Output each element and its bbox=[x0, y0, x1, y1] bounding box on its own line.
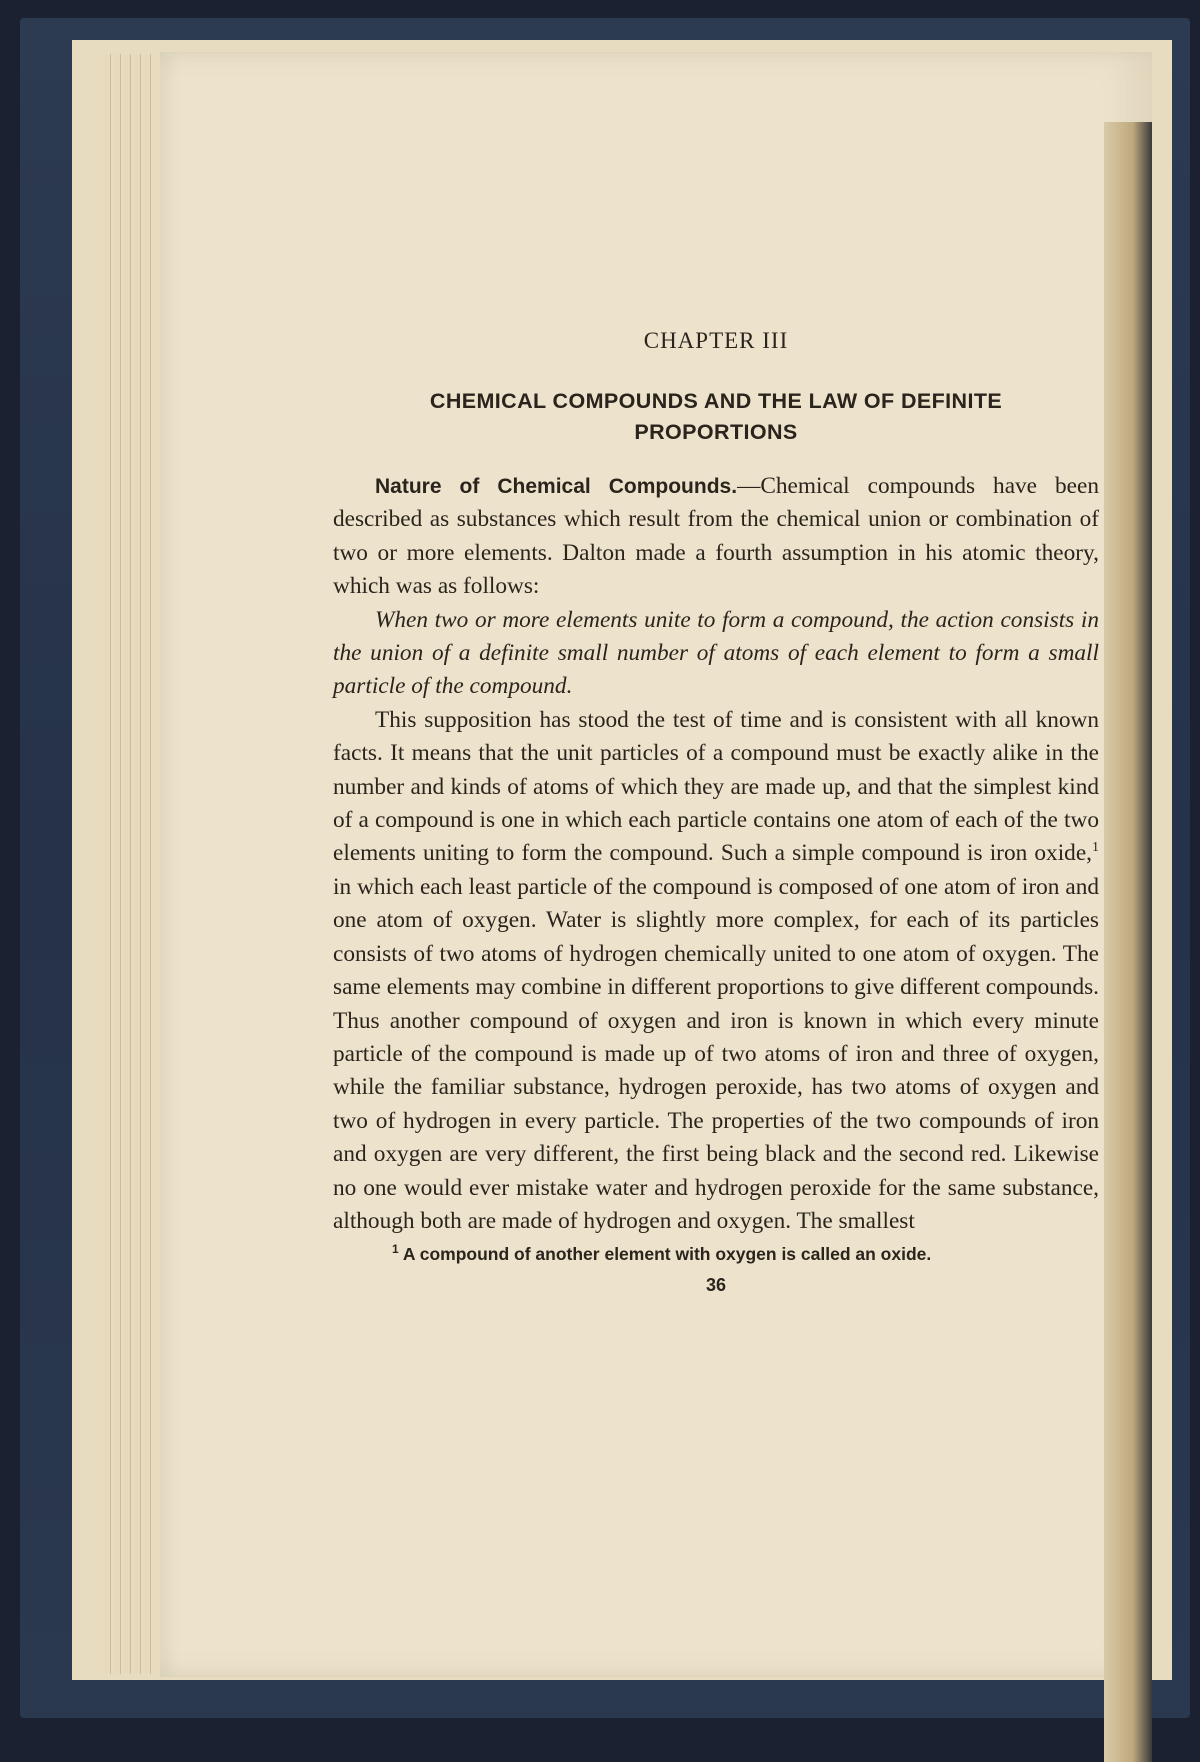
paragraph bbox=[333, 704, 1099, 1239]
paragraph-text: This supposition has stood the test of time and is consistent with all known facts. It means that the unit particles of a compound must be exactly alike in the number and kinds of atoms of which they are made up, and that the simplest kind of a compound is one in which each particle contains one atom of each of the two elements uniting to form the compound. Such a simple compound is iron oxide, bbox=[333, 706, 1099, 867]
chapter-title-line: CHEMICAL COMPOUNDS AND THE LAW OF DEFINITE bbox=[429, 389, 1003, 413]
dalton-assumption: When two or more elements unite to form a compound, the action consists in the union of a definite small number of atoms of each element to form a small particle of the compound. bbox=[333, 606, 1099, 700]
chapter-label: CHAPTER III bbox=[643, 328, 789, 353]
paragraph-text: in which each least particle of the compound is composed of one atom of iron and one atom of oxygen. Water is slightly more complex, for each of its particles consists of two atoms of hydrogen chemically united to one atom of oxygen. The same elements may combine in different proportions to give different compounds. Thus another compound of oxygen and iron is known in which every minute particle of the compound is made up of two atoms of iron and three of oxygen, while the familiar substance, hydrogen peroxide, has two atoms of oxygen and two of hydrogen in every particle. The properties of the two compounds of iron and oxygen are very different, the first being black and the second red. Likewise no one would ever mistake water and hydrogen peroxide for the same substance, although both are made of hydrogen and oxygen. The smallest bbox=[333, 873, 1099, 1234]
page-number: 36 bbox=[705, 1275, 727, 1296]
footnote-text: A compound of another element with oxygen is called an oxide. bbox=[402, 1244, 932, 1265]
chapter-title bbox=[333, 386, 1099, 448]
paragraph bbox=[333, 470, 1099, 604]
chapter-title-line: PROPORTIONS bbox=[634, 420, 798, 444]
section-heading: Nature of Chemical Compounds. bbox=[375, 475, 738, 498]
page-edge bbox=[144, 54, 151, 1674]
page-edge bbox=[114, 54, 121, 1674]
page-edge bbox=[104, 54, 111, 1674]
footnote-marker: 1 bbox=[1092, 840, 1099, 856]
footnote-number: 1 bbox=[392, 1242, 399, 1257]
page-edge bbox=[134, 54, 141, 1674]
page-edge bbox=[124, 54, 131, 1674]
footnote bbox=[392, 1244, 1099, 1265]
paragraph-text: —Chemical compounds have been described as substances which result from the chemical union or combination of two or more elements. Dalton made a fourth assumption in his atomic theory, which was as follows: bbox=[333, 473, 1100, 600]
book-gutter bbox=[1104, 122, 1152, 1762]
page-text bbox=[333, 328, 1099, 1296]
